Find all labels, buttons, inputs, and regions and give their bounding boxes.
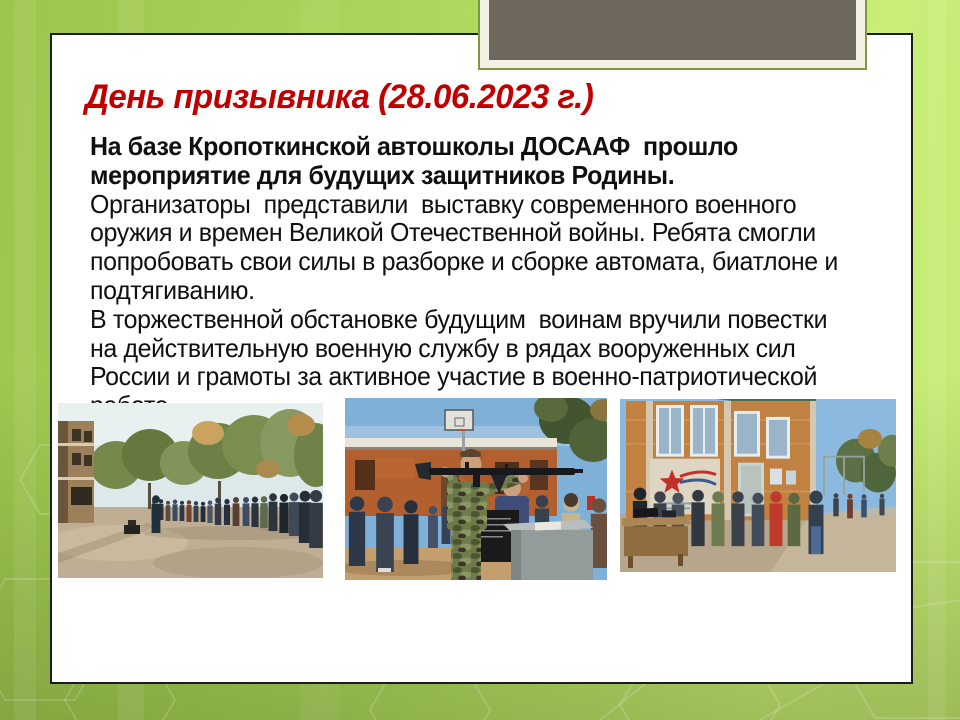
body-line: На базе Кропоткинской автошколы ДОСААФ прошло [90,131,738,161]
building-left [58,421,94,523]
slide-title: День призывника (28.06.2023 г.) [85,78,594,116]
body-line: России и грамоты за активное участие в военно-патриотической [90,361,818,392]
photo-formation-building [620,399,896,572]
brown-header-box [478,0,867,70]
brown-header-box-fill [489,0,856,60]
body-line: на действительную военную службу в рядах вооруженных сил [90,332,796,363]
body-line: подтягиванию. [90,274,255,305]
photo-rifle-aiming [345,398,607,580]
body-line: мероприятие для будущих защитников Родины. [90,159,675,190]
body-text-block [90,132,838,420]
photo-recruits-lineup [58,403,323,578]
body-line: оружия и времен Великой Отечественной войны. Ребята смогли [90,217,816,248]
body-line: Организаторы представили выставку современного военного [90,188,797,219]
body-line: В торжественной обстановке будущим воинам вручили повестки [90,303,828,334]
body-line: попробовать свои силы в разборке и сборке автомата, биатлоне и [90,246,838,277]
slide-content-card [50,33,913,684]
